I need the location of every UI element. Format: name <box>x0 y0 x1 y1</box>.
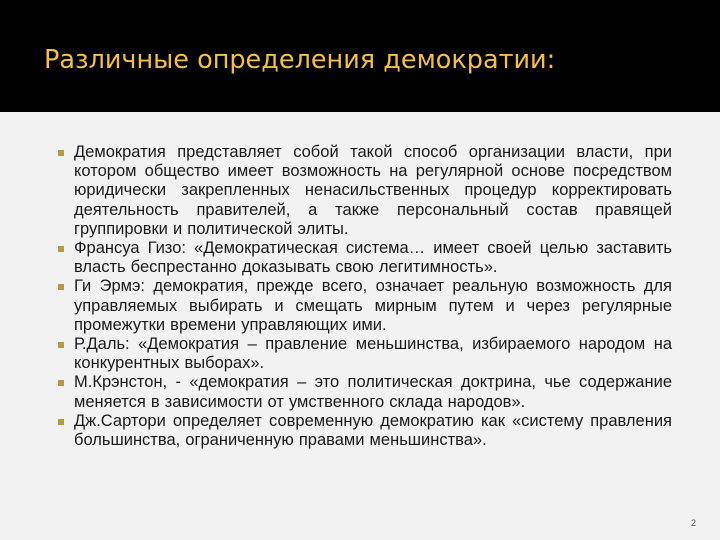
slide-title: Различные определения демократии: <box>44 45 556 75</box>
square-bullet-icon <box>58 342 64 348</box>
bullet-item-hermet <box>58 277 672 335</box>
definitions-list <box>58 143 672 450</box>
title-bar <box>0 0 720 112</box>
bullet-text: Р.Даль: «Демократия – правление меньшинства, избираемого народом на конкурентных выборах». <box>74 335 672 373</box>
bullet-text: Дж.Сартори определяет современную демократию как «систему правления большинства, ограниченную правами меньшинства». <box>74 411 672 450</box>
square-bullet-icon <box>58 380 64 386</box>
bullet-item-democracy-definition <box>58 143 672 239</box>
bullet-text: Демократия представляет собой такой способ организации власти, при котором общество имеет возможность на регулярной основе посредством юридически закрепленных ненасильственных процедур корректировать деятельность правителей, а также персональный состав правящей группировки и политической элиты. <box>74 143 672 238</box>
square-bullet-icon <box>58 284 64 290</box>
bullet-text: Франсуа Гизо: «Демократическая система… имеет своей целью заставить власть беспрестанно доказывать свою легитимность». <box>74 239 672 277</box>
square-bullet-icon <box>58 246 64 252</box>
bullet-item-guizot <box>58 239 672 277</box>
bullet-item-cranston <box>58 373 672 411</box>
square-bullet-icon <box>58 419 64 425</box>
page-number: 2 <box>690 518 696 528</box>
bullet-text: Ги Эрмэ: демократия, прежде всего, означает реальную возможность для управляемых выбирать и смещать мирным путем и через регулярные промежутки времени управляющих ими. <box>74 277 672 334</box>
square-bullet-icon <box>58 150 64 156</box>
bullet-item-dahl <box>58 335 672 373</box>
bullet-item-sartori <box>58 412 672 450</box>
bullet-text: М.Крэнстон, - «демократия – это политическая доктрина, чье содержание меняется в зависимости от умственного склада народов». <box>74 373 672 411</box>
